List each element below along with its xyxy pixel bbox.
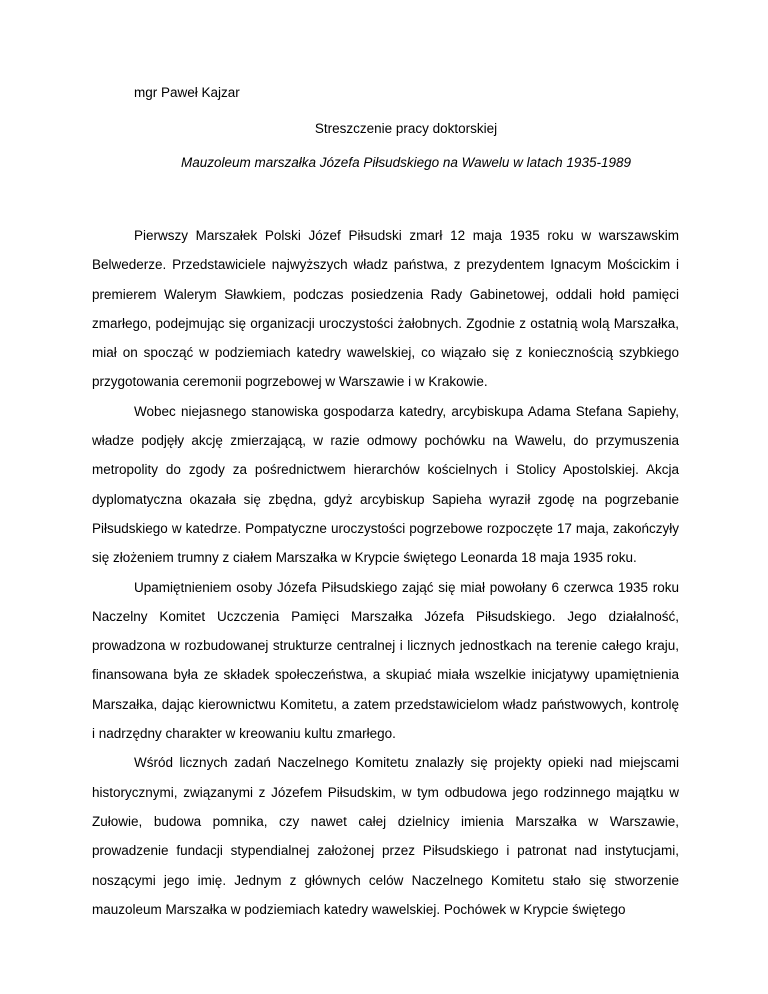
document-subtitle: Streszczenie pracy doktorskiej: [314, 121, 498, 136]
paragraph-3: Upamiętnieniem osoby Józefa Piłsudskiego zająć się miał powołany 6 czerwca 1935 roku Naczelny Komitet Uczczenia Pamięci Marszałka Józefa Piłsudskiego. Jego działalność, prowadzona w rozbudowanej strukturze centralnej i licznych jednostkach na terenie całego kraju, finansowana była ze składek społeczeństwa, a skupiać miała wszelkie inicjatywy upamiętnienia Marszałka, dając kierownictwu Komitetu, a zatem przedstawicielom władz państwowych, kontrolę i nadrzędny charakter w kreowaniu kultu zmarłego.: [92, 579, 679, 742]
paragraph-1: Pierwszy Marszałek Polski Józef Piłsudski zmarł 12 maja 1935 roku w warszawskim Belwederze. Przedstawiciele najwyższych władz państwa, z prezydentem Ignacym Mościckim i premierem Walerym Sławkiem, podczas posiedzenia Rady Gabinetowej, oddali hołd pamięci zmarłego, podejmując się organizacji uroczystości żałobnych. Zgodnie z ostatnią wolą Marszałka, miał on spocząć w podziemiach katedry wawelskiej, co wiązało się z koniecznością szybkiego przygotowania ceremonii pogrzebowej w Warszawie i w Krakowie.: [92, 228, 679, 390]
body-text: [92, 221, 679, 924]
paragraph-2: Wobec niejasnego stanowiska gospodarza katedry, arcybiskupa Adama Stefana Sapiehy, władze podjęły akcję zmierzającą, w razie odmowy pochówku na Wawelu, do przymuszenia metropolity do zgody za pośrednictwem hierarchów kościelnych i Stolicy Apostolskiej. Akcja dyplomatyczna okazała się zbędna, gdyż arcybiskup Sapieha wyraził zgodę na pogrzebanie Piłsudskiego w katedrze. Pompatyczne uroczystości pogrzebowe rozpoczęte 17 maja, zakończyły się złożeniem trumny z ciałem Marszałka w Krypcie świętego Leonarda 18 maja 1935 roku.: [92, 403, 679, 566]
document-title: Mauzoleum marszałka Józefa Piłsudskiego na Wawelu w latach 1935-1989: [181, 155, 631, 170]
paragraph-4: Wśród licznych zadań Naczelnego Komitetu znalazły się projekty opieki nad miejscami historycznymi, związanymi z Józefem Piłsudskim, w tym odbudowa jego rodzinnego majątku w Zułowie, budowa pomnika, czy nawet całej dzielnicy imienia Marszałka w Warszawie, prowadzenie fundacji stypendialnej założonej przez Piłsudskiego i patronat nad instytucjami, noszącymi jego imię. Jednym z głównych celów Naczelnego Komitetu stało się stworzenie mauzoleum Marszałka w podziemiach katedry wawelskiej. Pochówek w Krypcie świętego: [92, 755, 679, 917]
author-line: mgr Paweł Kajzar: [134, 85, 240, 100]
